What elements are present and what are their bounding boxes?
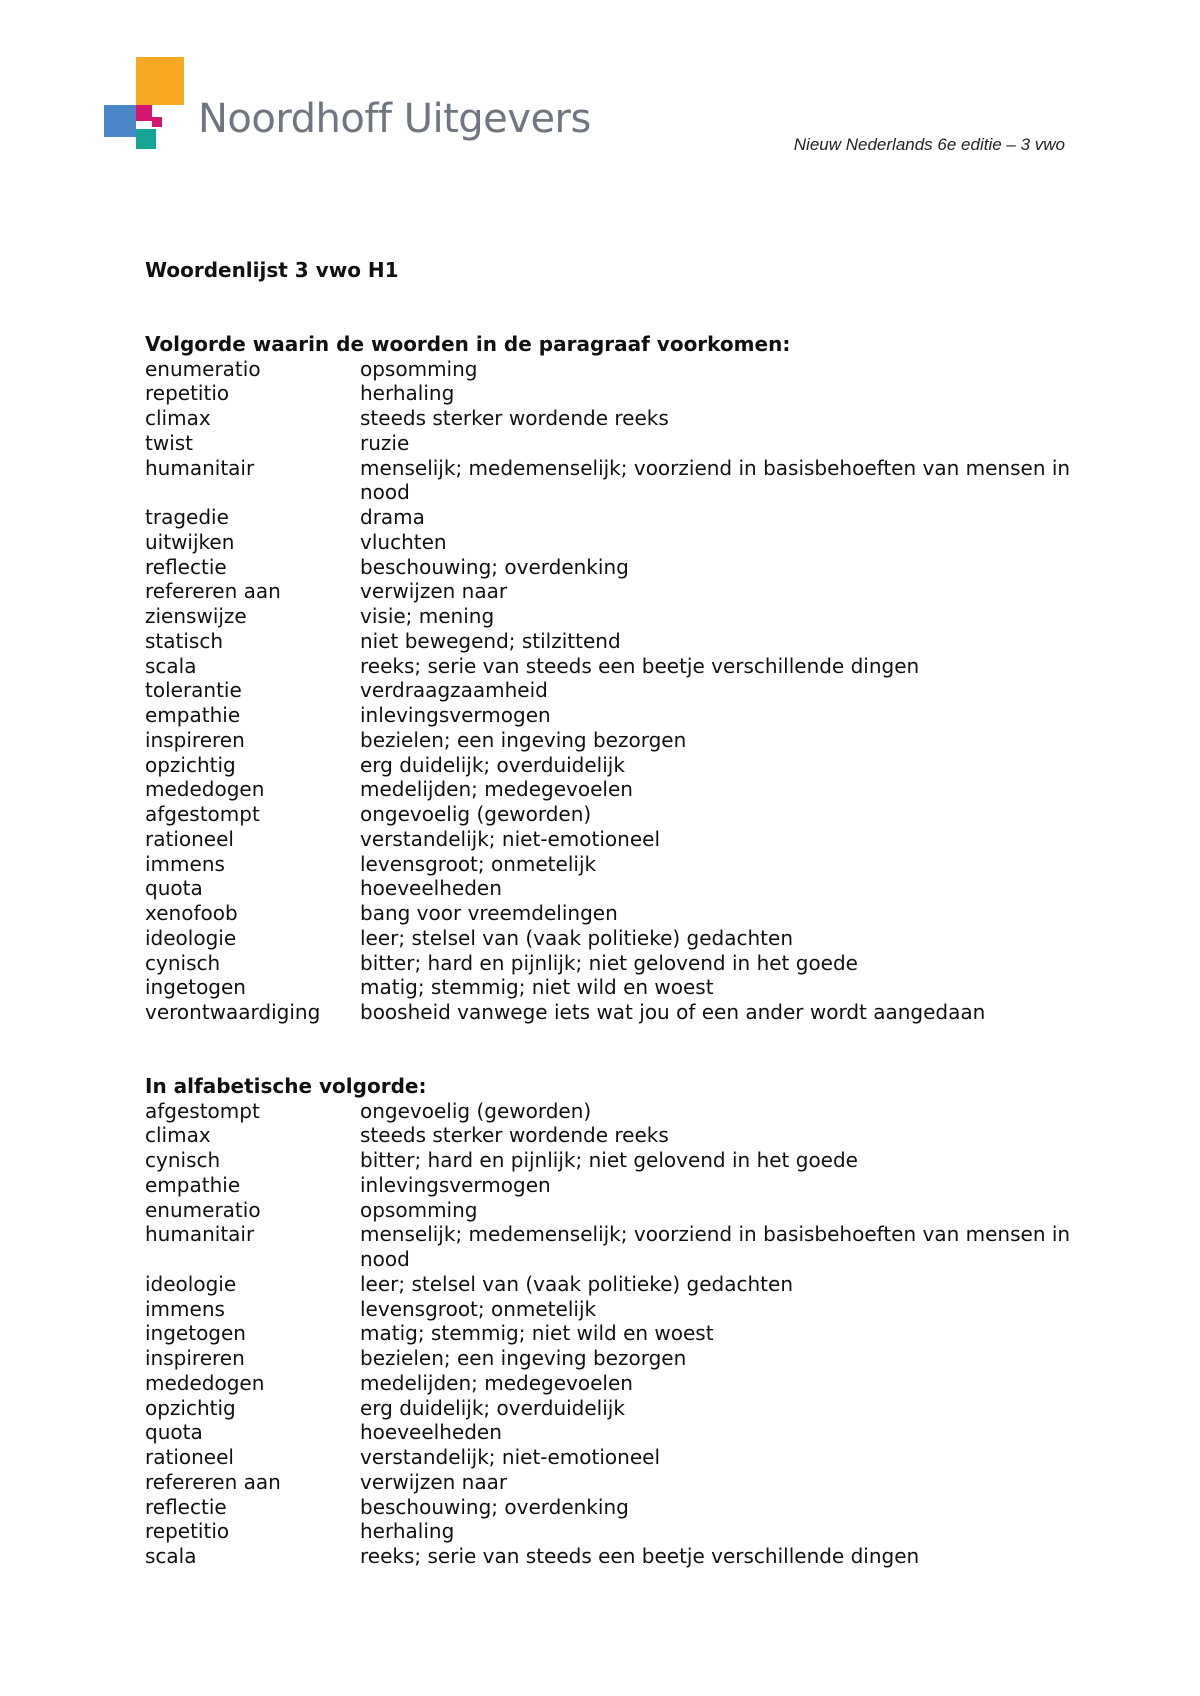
word-entry-row — [145, 876, 1075, 901]
word-definition: verwijzen naar — [360, 579, 508, 604]
word-term: xenofoob — [145, 901, 238, 925]
word-term: enumeratio — [145, 1197, 261, 1222]
word-term: immens — [145, 1296, 225, 1321]
word-definition: bezielen; een ingeving bezorgen — [360, 727, 687, 752]
word-term: humanitair — [145, 455, 255, 480]
word-definition: herhaling — [360, 1519, 455, 1544]
word-entry-row — [145, 802, 1075, 827]
word-entry-row — [145, 703, 1075, 728]
word-entry-row — [145, 1544, 1075, 1569]
word-entry-row — [145, 1123, 1075, 1148]
word-entry-row — [145, 753, 1075, 778]
word-term: empathie — [145, 703, 241, 727]
word-entry-row — [145, 1173, 1075, 1198]
publisher-name: Noordhoff Uitgevers — [198, 96, 591, 142]
word-term: empathie — [145, 1172, 241, 1197]
word-definition: leer; stelsel van (vaak politieke) gedachten — [360, 925, 793, 950]
word-entry-row — [145, 1198, 1075, 1223]
word-term: reflectie — [145, 554, 227, 579]
word-definition: medelijden; medegevoelen — [360, 777, 633, 802]
document-body — [145, 258, 1075, 1569]
word-entry-row — [145, 975, 1075, 1000]
word-definition: erg duidelijk; overduidelijk — [360, 1395, 625, 1420]
word-definition: ongevoelig (geworden) — [360, 1098, 592, 1123]
word-term: ingetogen — [145, 1321, 246, 1346]
word-term: cynisch — [145, 1148, 221, 1172]
word-definition: ongevoelig (geworden) — [360, 802, 592, 826]
word-entry-row — [145, 926, 1075, 951]
word-term: quota — [145, 876, 203, 901]
word-term: tragedie — [145, 505, 229, 529]
word-definition: steeds sterker wordende reeks — [360, 406, 669, 430]
word-term: afgestompt — [145, 802, 260, 826]
word-term: twist — [145, 430, 194, 455]
word-term: zienswijze — [145, 604, 247, 628]
word-term: climax — [145, 406, 211, 430]
word-term: opzichtig — [145, 1395, 236, 1420]
word-term: immens — [145, 851, 225, 876]
word-term: climax — [145, 1123, 211, 1148]
word-entry-row — [145, 728, 1075, 753]
word-term: verontwaardiging — [145, 1000, 321, 1024]
word-entry-row — [145, 951, 1075, 976]
word-definition: bitter; hard en pijnlijk; niet gelovend in het goede — [360, 1148, 858, 1172]
word-term: reflectie — [145, 1494, 227, 1519]
word-definition: beschouwing; overdenking — [360, 554, 629, 579]
word-definition: menselijk; medemenselijk; voorziend in basisbehoeften van mensen in nood — [360, 455, 1071, 505]
word-definition: steeds sterker wordende reeks — [360, 1123, 669, 1148]
word-definition: inlevingsvermogen — [360, 703, 551, 727]
word-definition: visie; mening — [360, 604, 495, 628]
word-entry-row — [145, 1148, 1075, 1173]
word-definition: drama — [360, 505, 425, 529]
word-term: inspireren — [145, 727, 245, 752]
word-term: enumeratio — [145, 356, 261, 381]
word-entry-row — [145, 901, 1075, 926]
word-list-section — [145, 1074, 1075, 1569]
word-definition: boosheid vanwege iets wat jou of een ander wordt aangedaan — [360, 1000, 986, 1024]
word-definition: beschouwing; overdenking — [360, 1494, 629, 1519]
word-term: humanitair — [145, 1222, 255, 1247]
word-term: mededogen — [145, 777, 265, 802]
word-list-section — [145, 332, 1075, 1025]
word-entry-row — [145, 1470, 1075, 1495]
word-list-sections — [145, 332, 1075, 1569]
word-definition: verwijzen naar — [360, 1469, 508, 1494]
word-definition: ruzie — [360, 430, 410, 455]
word-entry-row — [145, 604, 1075, 629]
word-entry-row — [145, 777, 1075, 802]
word-term: scala — [145, 1544, 197, 1568]
word-definition: inlevingsvermogen — [360, 1172, 551, 1197]
word-term: refereren aan — [145, 1469, 281, 1494]
word-entry-row — [145, 852, 1075, 877]
word-entry-row — [145, 1222, 1075, 1272]
word-definition: bitter; hard en pijnlijk; niet gelovend in het goede — [360, 950, 858, 975]
word-entry-row — [145, 381, 1075, 406]
word-definition: hoeveelheden — [360, 1420, 502, 1445]
edition-label: Nieuw Nederlands 6e editie – 3 vwo — [793, 135, 1065, 154]
word-entry-row — [145, 505, 1075, 530]
word-definition: matig; stemmig; niet wild en woest — [360, 1321, 714, 1346]
word-definition: vluchten — [360, 529, 447, 554]
word-term: mededogen — [145, 1370, 265, 1395]
word-entry-row — [145, 1099, 1075, 1124]
word-definition: erg duidelijk; overduidelijk — [360, 752, 625, 777]
word-entry-row — [145, 678, 1075, 703]
word-definition: verdraagzaamheid — [360, 678, 548, 703]
logo-square-orange — [136, 57, 184, 105]
logo-square-teal — [136, 129, 156, 149]
word-entry-row — [145, 530, 1075, 555]
word-definition: menselijk; medemenselijk; voorziend in basisbehoeften van mensen in nood — [360, 1222, 1071, 1271]
word-entry-row — [145, 1495, 1075, 1520]
word-term: inspireren — [145, 1346, 245, 1370]
word-definition: herhaling — [360, 381, 455, 406]
word-definition: opsomming — [360, 1197, 478, 1222]
word-entry-row — [145, 579, 1075, 604]
word-entry-row — [145, 1445, 1075, 1470]
word-term: rationeel — [145, 826, 234, 851]
word-entry-row — [145, 1000, 1075, 1025]
word-term: ingetogen — [145, 975, 246, 1000]
word-term: ideologie — [145, 925, 237, 950]
word-definition: niet bewegend; stilzittend — [360, 628, 621, 653]
word-definition: verstandelijk; niet-emotioneel — [360, 1445, 660, 1469]
word-entry-row — [145, 827, 1075, 852]
word-definition: hoeveelheden — [360, 876, 502, 901]
word-definition: leer; stelsel van (vaak politieke) gedachten — [360, 1271, 793, 1296]
word-entry-row — [145, 654, 1075, 679]
word-definition: bang voor vreemdelingen — [360, 901, 618, 925]
word-entry-row — [145, 1297, 1075, 1322]
word-definition: levensgroot; onmetelijk — [360, 851, 597, 876]
word-entry-row — [145, 1321, 1075, 1346]
word-definition: opsomming — [360, 356, 478, 381]
word-definition: reeks; serie van steeds een beetje verschillende dingen — [360, 1544, 920, 1568]
word-entry-row — [145, 456, 1075, 506]
word-term: statisch — [145, 628, 224, 653]
logo-square-blue — [104, 105, 136, 137]
section-heading: Volgorde waarin de woorden in de paragraaf voorkomen: — [145, 331, 791, 356]
document-title: Woordenlijst 3 vwo H1 — [145, 258, 399, 282]
word-definition: reeks; serie van steeds een beetje verschillende dingen — [360, 653, 920, 678]
word-entry-row — [145, 1519, 1075, 1544]
word-term: ideologie — [145, 1271, 237, 1296]
word-term: afgestompt — [145, 1098, 260, 1123]
logo-square-pink-small — [152, 117, 162, 127]
word-entry-row — [145, 1272, 1075, 1297]
word-term: rationeel — [145, 1445, 234, 1469]
section-heading: In alfabetische volgorde: — [145, 1073, 427, 1098]
word-term: opzichtig — [145, 752, 236, 777]
logo-square-pink — [136, 105, 152, 121]
word-definition: levensgroot; onmetelijk — [360, 1296, 597, 1321]
word-entry-row — [145, 357, 1075, 382]
word-term: uitwijken — [145, 529, 235, 554]
word-definition: verstandelijk; niet-emotioneel — [360, 826, 660, 851]
word-definition: bezielen; een ingeving bezorgen — [360, 1346, 687, 1370]
word-definition: matig; stemmig; niet wild en woest — [360, 975, 714, 1000]
word-term: repetitio — [145, 1519, 230, 1544]
word-entry-row — [145, 1420, 1075, 1445]
publisher-logo-mark — [104, 57, 184, 157]
word-entry-row — [145, 1346, 1075, 1371]
word-entry-row — [145, 1396, 1075, 1421]
word-entry-row — [145, 431, 1075, 456]
word-entry-row — [145, 1371, 1075, 1396]
word-term: tolerantie — [145, 678, 242, 703]
word-term: scala — [145, 653, 197, 678]
word-definition: medelijden; medegevoelen — [360, 1370, 633, 1395]
word-entry-row — [145, 555, 1075, 580]
word-term: repetitio — [145, 381, 230, 406]
word-entry-row — [145, 629, 1075, 654]
word-term: cynisch — [145, 950, 221, 975]
word-term: quota — [145, 1420, 203, 1445]
word-entry-row — [145, 406, 1075, 431]
word-term: refereren aan — [145, 579, 281, 604]
